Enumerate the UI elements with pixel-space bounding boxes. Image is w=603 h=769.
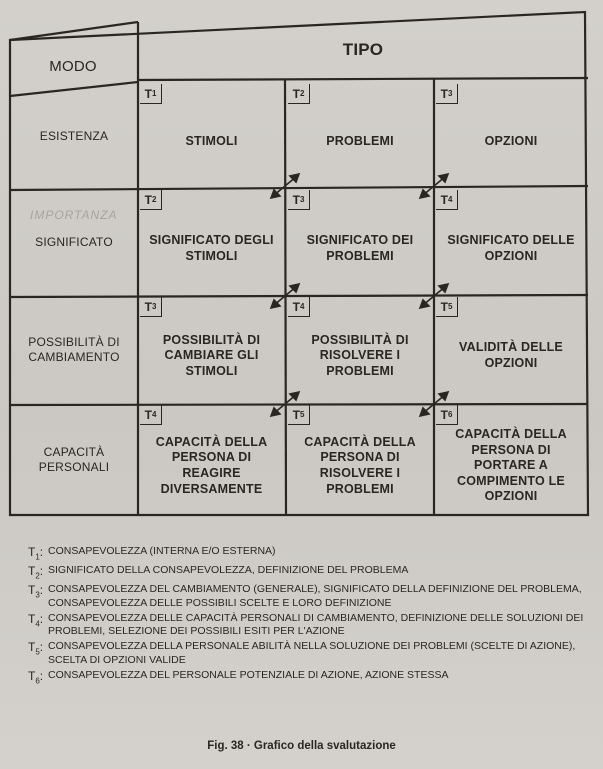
mode-label: ESISTENZA (39, 128, 109, 143)
legend-item (28, 564, 588, 582)
header-modo: MODO (49, 57, 97, 75)
type-tag: T 2 (140, 190, 162, 210)
type-tag: T 4 (288, 297, 310, 317)
legend-item (28, 669, 588, 687)
legend-key: $T_2$: (28, 563, 44, 581)
grid-cell-text: VALIDITÀ DELLE OPZIONI (459, 340, 563, 370)
type-tag: T 3 (436, 84, 458, 104)
grid-cell-text: CAPACITÀ DELLA PERSONA DI REAGIRE DIVERSAMENTE (155, 434, 268, 496)
legend-text: CONSAPEVOLEZZA DEL PERSONALE POTENZIALE DI AZIONE, AZIONE STESSA (48, 669, 449, 682)
legend-key: $T_1$: (28, 545, 44, 562)
mode-label: CAPACITÀ PERSONALI (38, 445, 110, 474)
type-tag: T 5 (436, 297, 458, 317)
type-tag: T 3 (140, 297, 162, 317)
legend-text: CONSAPEVOLEZZA DELLA PERSONALE ABILITÀ NELLA SOLUZIONE DEI PROBLEMI (SCELTE DI AZIONE), SCELTA DI OPZIONI VALIDE (48, 640, 576, 667)
mode-label: SIGNIFICATO (35, 235, 113, 249)
grid-cell-text: STIMOLI (185, 134, 238, 149)
grid-cell-text: SIGNIFICATO DEI PROBLEMI (306, 232, 414, 263)
type-tag: T 5 (288, 405, 310, 425)
legend-item (28, 640, 588, 668)
grid-cell-text: CAPACITÀ DELLA PERSONA DI PORTARE A COMPIMENTO LE OPZIONI (455, 426, 567, 504)
legend-key: $T_4$: (28, 611, 44, 628)
column-divider-1 (285, 80, 286, 515)
type-tag: T 1 (140, 84, 162, 104)
legend-key: $T_6$: (28, 669, 44, 686)
legend-item (28, 583, 588, 611)
legend-text: CONSAPEVOLEZZA DEL CAMBIAMENTO (GENERALE), SIGNIFICATO DELLA DEFINIZIONE DEL PROBLEMA, CONSAPEVOLEZZA DELLE POSSIBILI SCELTE E LORO DEFINIZIONE (48, 582, 582, 609)
legend-item (28, 545, 588, 563)
figure-caption: Fig. 38 · Grafico della svalutazione (207, 740, 396, 752)
legend-text: SIGNIFICATO DELLA CONSAPEVOLEZZA, DEFINIZIONE DEL PROBLEMA (48, 563, 409, 576)
grid-cell-text: POSSIBILITÀ DI RISOLVERE I PROBLEMI (311, 332, 409, 378)
type-tag: T 4 (436, 190, 458, 210)
legend-text: CONSAPEVOLEZZA (INTERNA E/O ESTERNA) (48, 545, 276, 557)
grid-cell-text: POSSIBILITÀ DI CAMBIARE GLI STIMOLI (162, 332, 261, 378)
legend-item (28, 612, 588, 640)
legend-key: $T_5$: (28, 640, 44, 657)
grid-cell-text: PROBLEMI (326, 134, 394, 149)
mode-label: POSSIBILITÀ DI CAMBIAMENTO (28, 335, 120, 364)
type-tag: T 6 (436, 405, 458, 425)
grid-cell-text: CAPACITÀ DELLA PERSONA DI RISOLVERE I PROBLEMI (304, 434, 416, 496)
legend (28, 545, 588, 688)
grid-cell-text: OPZIONI (484, 134, 538, 149)
legend-text: CONSAPEVOLEZZA DELLE CAPACITÀ PERSONALI DI CAMBIAMENTO, DEFINIZIONE DELLE SOLUZIONI DEI PROBLEMI, SELEZIONE DEI POSSIBILI ESITI PER L'AZIONE (48, 611, 584, 638)
type-tag: T 2 (288, 84, 310, 104)
header-tipo: TIPO (342, 40, 384, 60)
type-tag: T 3 (288, 190, 310, 210)
grid-cell-text: SIGNIFICATO DELLE OPZIONI (447, 232, 575, 263)
grid-cell-text: SIGNIFICATO DEGLI STIMOLI (149, 232, 274, 263)
faint-handwritten-overlay: IMPORTANZA (30, 208, 118, 222)
legend-key: $T_3$: (28, 582, 44, 600)
type-tag: T 4 (140, 405, 162, 425)
